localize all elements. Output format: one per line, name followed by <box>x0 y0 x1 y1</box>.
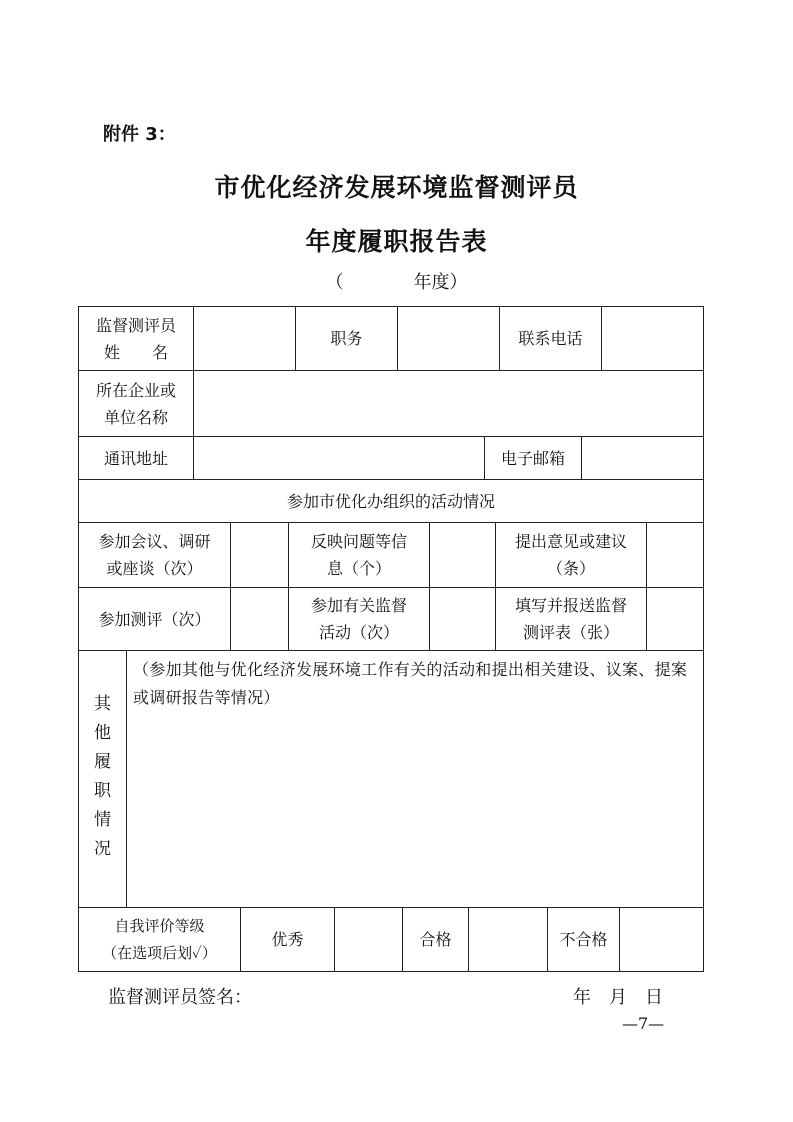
pass-label: 合格 <box>419 930 452 949</box>
table-rule <box>126 650 127 907</box>
evaluation-label: 参加测评（次） <box>98 609 211 629</box>
position-field[interactable] <box>398 307 499 370</box>
other-duties-description: （参加其他与优化经济发展环境工作有关的活动和提出相关建设、议案、提案或调研报告等情况） <box>133 660 688 707</box>
other-duties-label: 其 他 履 职 情 况 <box>94 694 111 859</box>
meeting-count-field[interactable] <box>231 523 288 587</box>
suggestions-label: 提出意见或建议 （条） <box>514 532 627 578</box>
position-label: 职务 <box>330 329 363 348</box>
signature-label: 监督测评员签名： <box>108 987 252 1008</box>
page-number: —7— <box>622 1014 665 1033</box>
year-close: 年度） <box>413 272 468 293</box>
name-label: 监督测评员 姓 名 <box>95 315 176 362</box>
pass-checkbox[interactable] <box>469 908 547 971</box>
title-line-1: 市优化经济发展环境监督测评员 <box>214 173 579 202</box>
address-field[interactable] <box>194 437 484 479</box>
evaluation-count-field[interactable] <box>231 588 288 650</box>
issues-count-field[interactable] <box>430 523 495 587</box>
phone-field[interactable] <box>602 307 703 370</box>
phone-label: 联系电话 <box>518 329 583 348</box>
year-line <box>0 268 793 294</box>
date-label: 年 月 日 <box>573 987 663 1008</box>
self-eval-label: 自我评价等级 （在选项后划✓） <box>102 916 217 962</box>
attachment-label: 附件 3： <box>103 124 176 145</box>
email-label: 电子邮箱 <box>500 448 565 468</box>
activity-header: 参加市优化办组织的活动情况 <box>286 491 495 511</box>
title-line-2: 年度履职报告表 <box>305 227 488 256</box>
meeting-label: 参加会议、调研 或座谈（次） <box>98 532 211 578</box>
supervision-label: 参加有关监督 活动（次） <box>310 596 407 642</box>
table-rule <box>78 650 704 651</box>
suggestions-count-field[interactable] <box>647 523 703 587</box>
email-field[interactable] <box>582 437 703 479</box>
table-border-bottom <box>78 971 704 972</box>
unit-label: 所在企业或 单位名称 <box>95 380 176 427</box>
supervision-count-field[interactable] <box>430 588 495 650</box>
unit-field[interactable] <box>194 371 703 436</box>
forms-label: 填写并报送监督 测评表（张） <box>514 596 627 642</box>
address-label: 通讯地址 <box>103 448 168 468</box>
table-border-right <box>703 306 704 972</box>
excellent-label: 优秀 <box>271 930 304 949</box>
fail-checkbox[interactable] <box>620 908 703 971</box>
issues-label: 反映问题等信 息（个） <box>310 532 407 578</box>
excellent-checkbox[interactable] <box>335 908 402 971</box>
fail-label: 不合格 <box>559 930 608 949</box>
forms-count-field[interactable] <box>647 588 703 650</box>
name-field[interactable] <box>194 307 295 370</box>
year-open-paren: （ <box>325 272 344 293</box>
